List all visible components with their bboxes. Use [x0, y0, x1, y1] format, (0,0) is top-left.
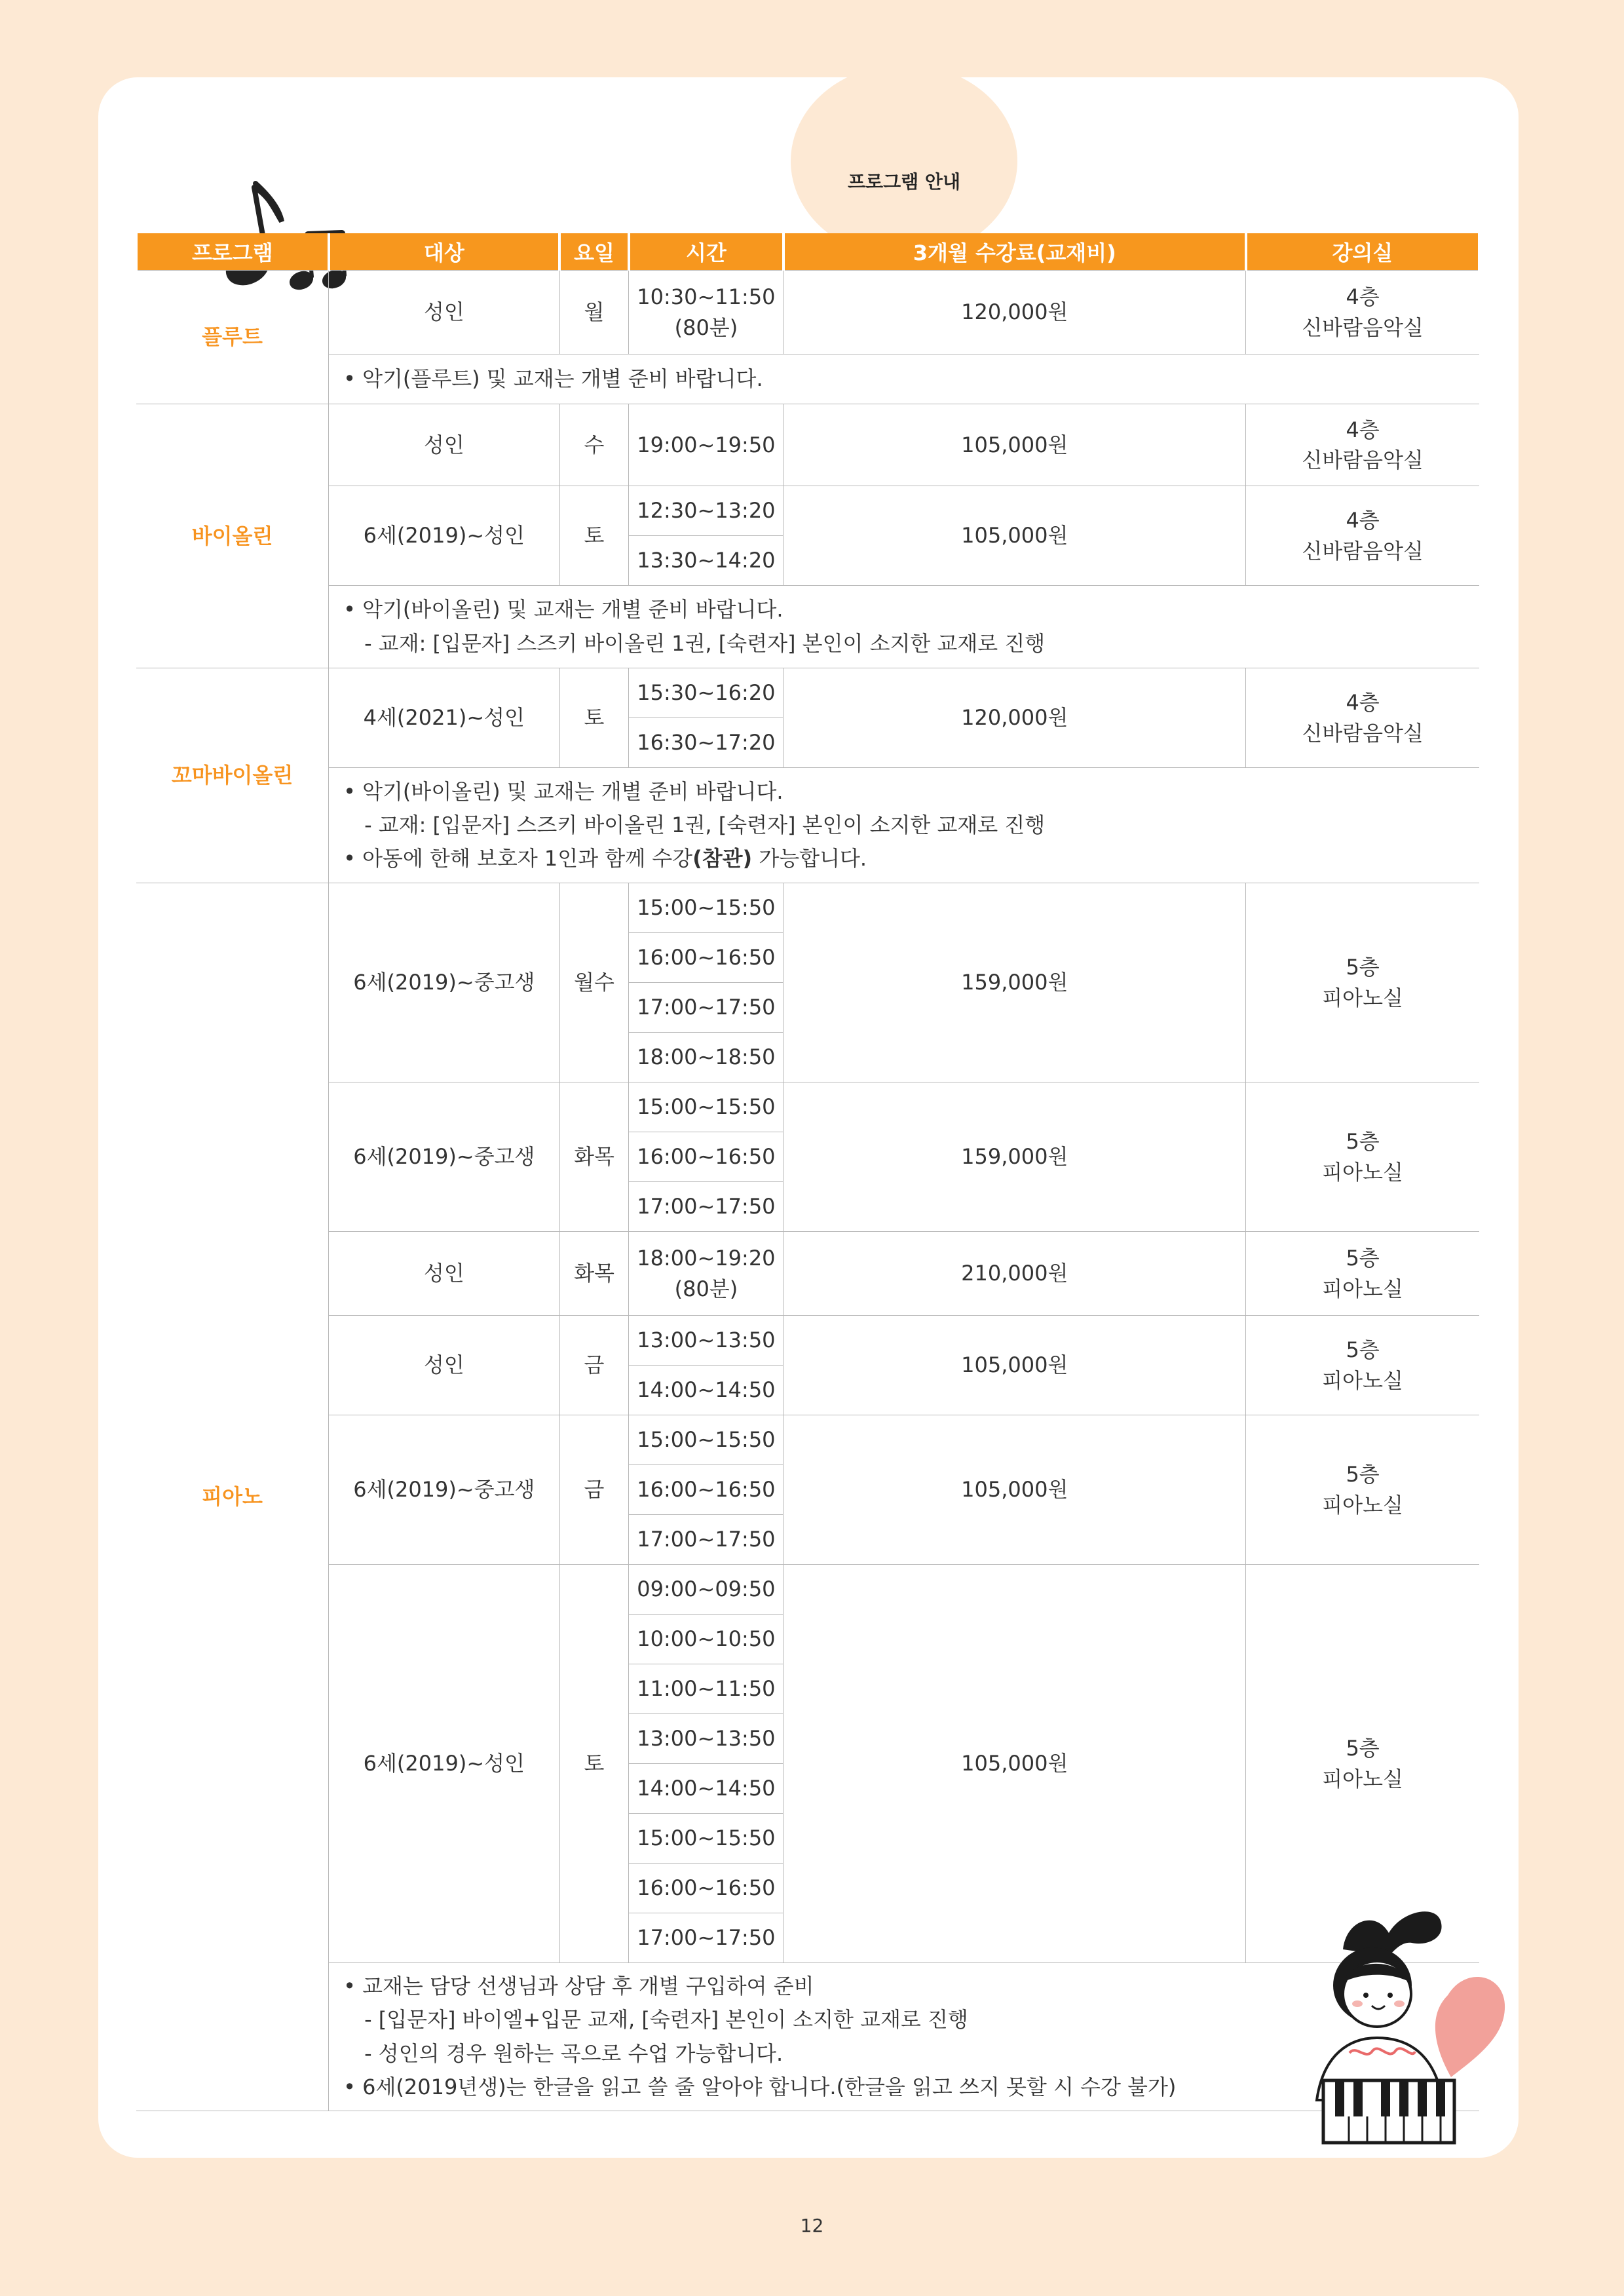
table-header-row	[136, 233, 1479, 271]
room-cell: 4층 신바람음악실	[1246, 271, 1479, 354]
target-cell: 6세(2019)~성인	[329, 1565, 560, 1963]
time-cell: 16:00~16:50	[629, 1132, 784, 1182]
notes-row	[136, 1963, 1479, 2111]
column-header: 요일	[559, 233, 629, 271]
schedule-table	[135, 233, 1481, 2111]
note-line: - 교재: [입문자] 스즈키 바이올린 1권, [숙련자] 본인이 소지한 교재로 진행	[364, 812, 1046, 837]
notes-row	[136, 354, 1479, 404]
table-row	[136, 668, 1479, 718]
program-name: 플루트	[136, 271, 329, 404]
note-line: • 교재는 담당 선생님과 상담 후 개별 구입하여 준비	[343, 1974, 814, 1999]
day-cell: 토	[559, 668, 629, 768]
target-cell: 성인	[329, 1316, 560, 1415]
column-header: 프로그램	[136, 233, 329, 271]
notes-row	[136, 586, 1479, 668]
room-cell: 4층 신바람음악실	[1246, 668, 1479, 768]
note-line: • 악기(바이올린) 및 교재는 개별 준비 바랍니다.	[343, 597, 784, 622]
fee-cell: 159,000원	[784, 883, 1246, 1082]
time-cell: 17:00~17:50	[629, 1182, 784, 1232]
time-cell: 09:00~09:50	[629, 1565, 784, 1615]
day-cell: 금	[559, 1316, 629, 1415]
note-line: • 악기(바이올린) 및 교재는 개별 준비 바랍니다.	[343, 778, 784, 804]
notes-cell	[329, 354, 1479, 404]
table-row	[136, 1082, 1479, 1132]
time-cell: 18:00~18:50	[629, 1033, 784, 1082]
fee-cell: 105,000원	[784, 486, 1246, 586]
time-cell: 19:00~19:50	[629, 404, 784, 486]
column-header: 강의실	[1246, 233, 1479, 271]
table-row	[136, 1565, 1479, 1615]
page-number: 12	[800, 2215, 824, 2236]
fee-cell: 105,000원	[784, 1415, 1246, 1565]
day-cell: 월수	[559, 883, 629, 1082]
time-cell: 15:00~15:50	[629, 1814, 784, 1864]
target-cell: 6세(2019)~성인	[329, 486, 560, 586]
time-cell: 13:00~13:50	[629, 1316, 784, 1366]
time-cell: 14:00~14:50	[629, 1366, 784, 1415]
time-cell: 16:00~16:50	[629, 1864, 784, 1913]
note-line: - [입문자] 바이엘+입문 교재, [숙련자] 본인이 소지한 교재로 진행	[364, 2007, 968, 2033]
column-header: 대상	[329, 233, 560, 271]
note-line: - 성인의 경우 원하는 곡으로 수업 가능합니다.	[364, 2040, 784, 2066]
note-line: • 6세(2019년생)는 한글을 읽고 쓸 줄 알아야 합니다.(한글을 읽고 쓰지 못할 시 수강 불가)	[343, 2074, 1177, 2099]
fee-cell: 105,000원	[784, 1316, 1246, 1415]
table-row	[136, 1232, 1479, 1316]
time-cell: 12:30~13:20	[629, 486, 784, 536]
program-name: 피아노	[136, 883, 329, 2111]
girl-piano-illustration	[1304, 1904, 1513, 2152]
notes-row	[136, 768, 1479, 883]
fee-cell: 120,000원	[784, 668, 1246, 768]
target-cell: 6세(2019)~중고생	[329, 1082, 560, 1232]
room-cell: 5층 피아노실	[1246, 1232, 1479, 1316]
room-cell: 4층 신바람음악실	[1246, 486, 1479, 586]
room-cell: 5층 피아노실	[1246, 1082, 1479, 1232]
header-tab	[791, 64, 1017, 258]
table-row	[136, 883, 1479, 933]
time-cell: 13:30~14:20	[629, 536, 784, 586]
time-cell: 15:00~15:50	[629, 1415, 784, 1465]
day-cell: 수	[559, 404, 629, 486]
table-row	[136, 404, 1479, 486]
table-row	[136, 1316, 1479, 1366]
table-row	[136, 271, 1479, 354]
room-cell: 5층 피아노실	[1246, 1415, 1479, 1565]
time-cell: 15:30~16:20	[629, 668, 784, 718]
time-cell: 14:00~14:50	[629, 1764, 784, 1814]
time-cell: 10:00~10:50	[629, 1615, 784, 1664]
room-cell: 5층 피아노실	[1246, 883, 1479, 1082]
program-name: 바이올린	[136, 404, 329, 668]
notes-cell	[329, 586, 1479, 668]
column-header: 3개월 수강료(교재비)	[784, 233, 1246, 271]
room-cell: 5층 피아노실	[1246, 1565, 1479, 1963]
target-cell: 성인	[329, 1232, 560, 1316]
table-row	[136, 1415, 1479, 1465]
time-cell: 11:00~11:50	[629, 1664, 784, 1714]
column-header: 시간	[629, 233, 784, 271]
day-cell: 화목	[559, 1082, 629, 1232]
day-cell: 월	[559, 271, 629, 354]
page-header-title: 프로그램 안내	[847, 171, 961, 193]
day-cell: 화목	[559, 1232, 629, 1316]
time-cell: 15:00~15:50	[629, 883, 784, 933]
fee-cell: 120,000원	[784, 271, 1246, 354]
fee-cell: 105,000원	[784, 404, 1246, 486]
program-name: 꼬마바이올린	[136, 668, 329, 883]
note-line: • 아동에 한해 보호자 1인과 함께 수강(참관) 가능합니다.	[343, 846, 867, 871]
day-cell: 금	[559, 1415, 629, 1565]
room-cell: 5층 피아노실	[1246, 1316, 1479, 1415]
time-cell: 16:00~16:50	[629, 933, 784, 983]
fee-cell: 159,000원	[784, 1082, 1246, 1232]
time-cell: 16:00~16:50	[629, 1465, 784, 1515]
time-cell: 13:00~13:50	[629, 1714, 784, 1764]
time-cell: 15:00~15:50	[629, 1082, 784, 1132]
target-cell: 성인	[329, 404, 560, 486]
target-cell: 4세(2021)~성인	[329, 668, 560, 768]
time-cell: 10:30~11:50 (80분)	[629, 271, 784, 354]
time-cell: 17:00~17:50	[629, 983, 784, 1033]
target-cell: 성인	[329, 271, 560, 354]
day-cell: 토	[559, 1565, 629, 1963]
time-cell: 16:30~17:20	[629, 718, 784, 768]
day-cell: 토	[559, 486, 629, 586]
time-cell: 17:00~17:50	[629, 1515, 784, 1565]
time-cell: 17:00~17:50	[629, 1913, 784, 1963]
fee-cell: 105,000원	[784, 1565, 1246, 1963]
room-cell: 4층 신바람음악실	[1246, 404, 1479, 486]
note-line: • 악기(플루트) 및 교재는 개별 준비 바랍니다.	[343, 366, 763, 391]
target-cell: 6세(2019)~중고생	[329, 883, 560, 1082]
note-line: - 교재: [입문자] 스즈키 바이올린 1권, [숙련자] 본인이 소지한 교재로 진행	[364, 630, 1046, 656]
fee-cell: 210,000원	[784, 1232, 1246, 1316]
table-row	[136, 486, 1479, 536]
target-cell: 6세(2019)~중고생	[329, 1415, 560, 1565]
notes-cell	[329, 768, 1479, 883]
time-cell: 18:00~19:20 (80분)	[629, 1232, 784, 1316]
